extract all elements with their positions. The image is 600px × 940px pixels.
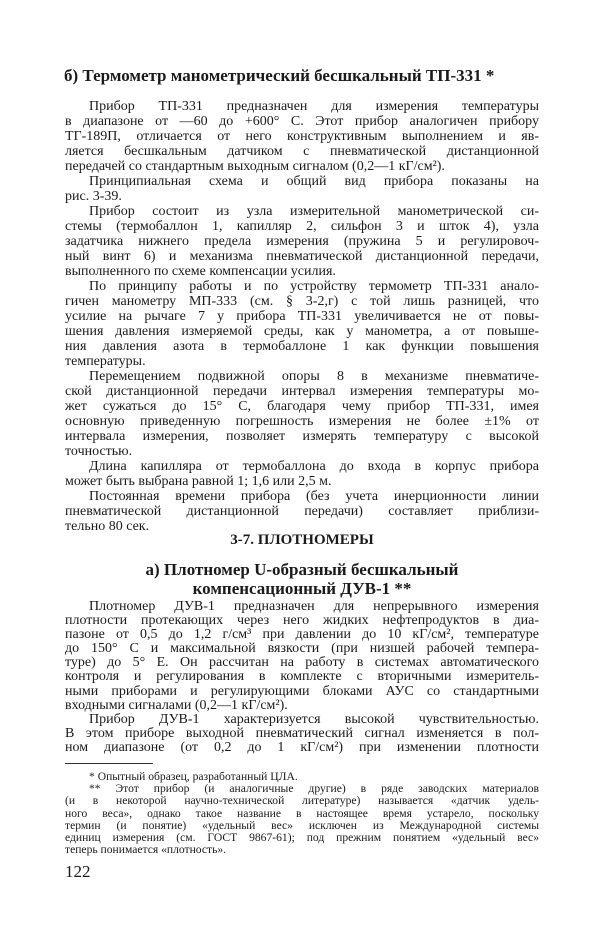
text-line: единиц измерения (см. ГОСТ 9867-61); под прежним понятием «удельный вес» — [65, 830, 539, 844]
text-line: В этом приборе выходной пневматический сигнал изменяется в пол- — [65, 725, 539, 741]
text-block-densitometer — [65, 600, 539, 755]
text-line: ** Этот прибор (и аналогичные другие) в ряде заводских материалов — [89, 782, 539, 796]
subsection-title-line-1: а) Плотномер U-образный бесшкальный — [145, 560, 459, 579]
text-line: ния давления азота в термобаллоне 1 как функции повышения — [65, 339, 539, 354]
subsection-title-line-2: компенсационный ДУВ-1 ** — [192, 579, 412, 598]
text-line: температуры. — [65, 354, 146, 369]
text-line: термин (и понятие) «удельный вес» исключен из Международной системы — [65, 818, 539, 832]
text-line: шения давления измеряемой среды, как у манометра, а от повыше- — [65, 324, 539, 339]
text-line: * Опытный образец, разработанный ЦЛА. — [89, 770, 298, 783]
section-title: б) Термометр манометрический бесшкальный ТП-331 * — [64, 66, 495, 85]
text-line: передачей со стандартным выходным сигналом (0,2—1 кГ/см²). — [65, 159, 445, 174]
text-line: входными сигналами (0,2—1 кГ/см²). — [65, 697, 288, 713]
text-line: теперь понимается «плотность». — [65, 843, 227, 857]
text-line: (и в некоторой научно-технической литературе) называется «датчик удель- — [65, 794, 539, 808]
text-line: до 150° С и максимальной вязкости (при низшей рабочей темпера- — [65, 641, 539, 657]
text-line: основную приведенную погрешность измерения не более ±1% от — [65, 414, 539, 429]
text-line: пневматической дистанционной передачи) составляет приблизи- — [65, 504, 539, 519]
text-line: выполненного по схеме компенсации усилия. — [65, 264, 336, 279]
text-line: Длина капилляра от термобаллона до входа в корпус прибора — [89, 459, 539, 474]
text-line: По принципу работы и по устройству термометр ТП-331 анало- — [89, 279, 539, 294]
text-line: ный винт 6) и механизма пневматической дистанционной передачи, — [65, 249, 539, 264]
text-line: рис. 3-39. — [65, 189, 122, 204]
text-line: точностью. — [65, 444, 133, 459]
text-line: ном диапазоне (от 0,2 до 1 кГ/см²) при изменении плотности — [65, 739, 539, 755]
footnotes — [65, 771, 539, 856]
text-line: Принципиальная схема и общий вид прибора показаны на — [89, 174, 539, 189]
text-line: усилие на рычаге 7 у прибора ТП-331 увеличивается не от повы- — [65, 309, 539, 324]
text-line: туре) до 5° Е. Он рассчитан на работу в системах автоматического — [65, 655, 539, 671]
text-line: Прибор состоит из узла измерительной манометрической си- — [89, 204, 539, 219]
text-line: интервала измерения, позволяет измерять температуру с высокой — [65, 429, 539, 444]
text-block-thermometer — [65, 99, 539, 534]
text-line: может быть выбрана равной 1; 1,6 или 2,5 м. — [65, 474, 332, 489]
text-line: плотности протекающих через него жидких нефтепродуктов в диа- — [65, 613, 539, 629]
text-line: Перемещением подвижной опоры 8 в механизме пневматиче- — [89, 369, 539, 384]
text-line: жет сужаться до 15° С, благодаря чему прибор ТП-331, имея — [65, 399, 539, 414]
text-line: гичен манометру МП-333 (см. § 3-2,г) с той лишь разницей, что — [65, 294, 539, 309]
text-line: Постоянная времени прибора (без учета инерционности линии — [89, 489, 539, 504]
text-line: Прибор ТП-331 предназначен для измерения температуры — [89, 99, 539, 114]
text-line: Плотномер ДУВ-1 предназначен для непрерывного измерения — [89, 599, 539, 614]
page-number: 122 — [65, 862, 91, 881]
text-line: ного веса», однако такое название в настоящее время устарело, поскольку — [65, 806, 539, 820]
text-line: стемы (термобаллон 1, капилляр 2, сильфон 3 и шток 4), узла — [65, 219, 539, 234]
text-line: пазоне от 0,5 до 1,2 г/см³ при давлении до 10 кГ/см², температуре — [65, 627, 539, 643]
text-line: контроля и регулирования в комплекте с вторичными измеритель- — [65, 669, 539, 685]
text-line: ТГ-189П, отличается от него конструктивным выполнением и яв- — [65, 129, 539, 144]
text-line: Прибор ДУВ-1 характеризуется высокой чувствительностью. — [89, 711, 539, 727]
chapter-heading: 3-7. ПЛОТНОМЕРЫ — [230, 532, 374, 548]
text-line: ской дистанционной передачи интервал измерения температуры мо- — [65, 384, 539, 399]
text-line: ными приборами и регулирующими блоками АУС со стандартными — [65, 683, 539, 699]
text-line: ляется бесшкальным датчиком с пневматической дистанционной — [65, 144, 539, 159]
text-line: в диапазоне от —60 до +600° С. Этот прибор аналогичен прибору — [65, 114, 539, 129]
text-line: тельно 80 сек. — [65, 519, 150, 534]
text-line: задатчика нижнего предела измерения (пружина 5 и регулировоч- — [65, 234, 539, 249]
footnote-divider — [65, 763, 153, 764]
